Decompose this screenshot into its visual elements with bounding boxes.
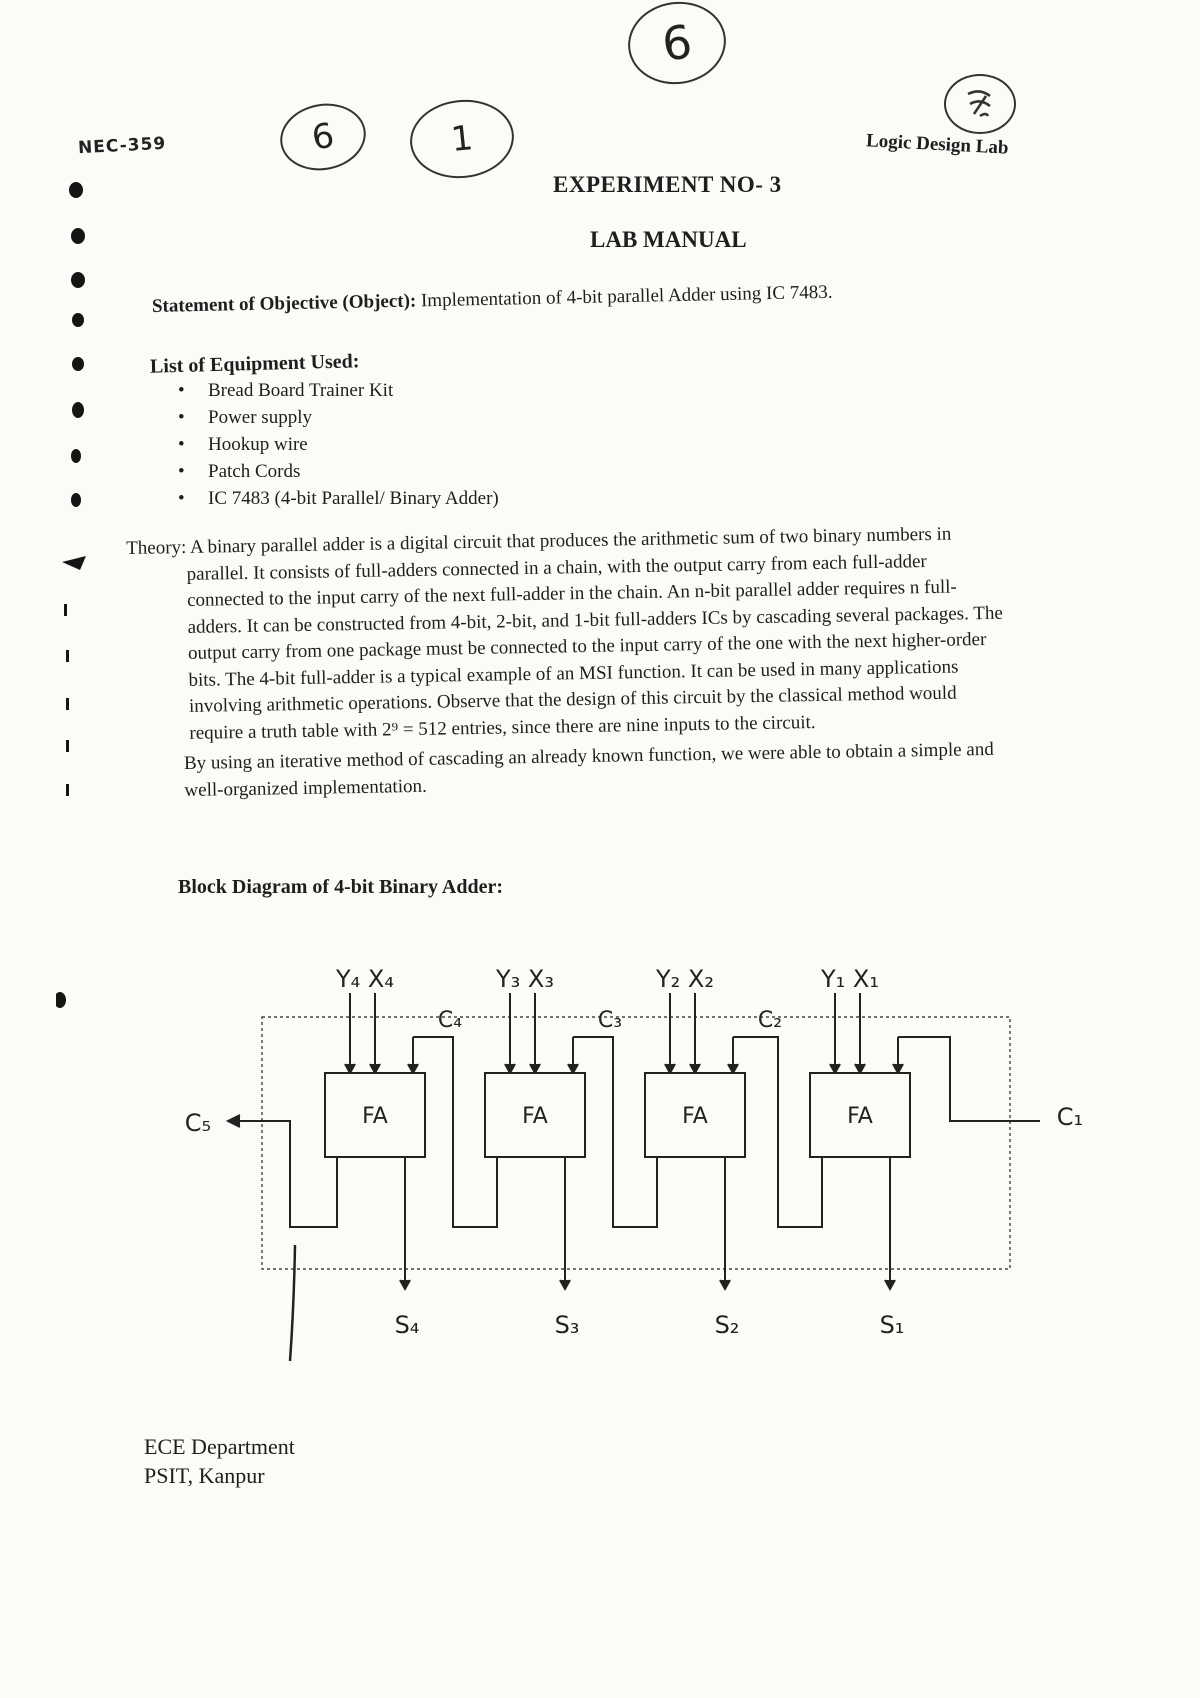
equipment-item: • Hookup wire [178, 434, 499, 461]
carry-label: C₂ [757, 1008, 783, 1033]
sum-output-line-head [400, 1280, 410, 1289]
carry-out-line [230, 1121, 337, 1227]
carry-out-label: C₅ [184, 1109, 212, 1137]
input-y-line-head [505, 1064, 515, 1073]
theory-text-1: A binary parallel adder is a digital circuit that produces the arithmetic sum of two binary numbers in parallel. It consists of full-adders connected in a chain, with the output carry from each full-adder connected to the input carry of the next full-adder in the chain. An n-bit parallel adder requires n full-adders. It can be constructed from 4-bit, 2-bit, and 1-bit full-adders ICs by cascading several packages. The output carry from one package must be connected to the input carry of the one with the next higher-order bits. The 4-bit full-adder is a typical example of an MSI function. It can be used in many applications involving arithmetic operations. Observe that the design of this circuit by the classical method would require a truth table with 2⁹ = 512 entries, since there are nine inputs to the circuit. [186, 523, 1003, 744]
margin-binding-marks [56, 170, 116, 1052]
equipment-item: • Patch Cords [178, 461, 499, 488]
carry-out-arrowhead [228, 1115, 240, 1127]
carry-in-arrow-head [408, 1064, 418, 1073]
equipment-item: • Power supply [178, 407, 499, 434]
manual-title: LAB MANUAL [590, 227, 747, 252]
equipment-item: • IC 7483 (4-bit Parallel/ Binary Adder) [178, 488, 499, 515]
objective-label: Statement of Objective (Object): [151, 290, 417, 317]
carry-in-label: C₁ [1056, 1103, 1084, 1131]
pen-stroke [290, 1245, 295, 1361]
full-adder-label: FA [362, 1104, 388, 1129]
carry-in-arrow-head [568, 1064, 578, 1073]
equipment-item: • Bread Board Trainer Kit [178, 380, 499, 407]
full-adder-label: FA [522, 1104, 548, 1129]
objective-text: Implementation of 4-bit parallel Adder using IC 7483. [420, 281, 833, 312]
theory-paragraph-1 [126, 521, 1010, 748]
adder-block-diagram [170, 945, 1130, 1385]
sum-output-line-head [885, 1280, 895, 1289]
input-y-line-head [830, 1064, 840, 1073]
carry-in-arrow-head [728, 1064, 738, 1073]
carry-label: C₄ [437, 1008, 463, 1033]
sum-label: S₂ [714, 1311, 740, 1339]
input-y-line-head [665, 1064, 675, 1073]
carry-in-line [898, 1037, 1010, 1121]
carry-label: C₃ [597, 1008, 623, 1033]
page-number-circled: 6 [623, 0, 731, 90]
experiment-number: EXPERIMENT NO- 3 [553, 172, 782, 197]
input-label: Y₂ X₂ [656, 965, 714, 993]
input-label: Y₁ X₁ [821, 965, 879, 993]
sum-output-line-head [720, 1280, 730, 1289]
marks-circle-1: 6 [275, 97, 371, 177]
input-x-line-head [530, 1064, 540, 1073]
seal-stamp-icon [944, 74, 1016, 134]
theory-section [126, 521, 1011, 805]
footer [144, 1432, 295, 1490]
sum-label: S₁ [879, 1311, 905, 1339]
lab-name: Logic Design Lab [865, 130, 1010, 159]
course-code-handwritten: NEC-359 [77, 133, 167, 159]
input-x-line-head [370, 1064, 380, 1073]
carry-line [733, 1037, 822, 1227]
input-label: Y₄ X₄ [336, 965, 394, 993]
equipment-heading: List of Equipment Used: [149, 350, 360, 378]
objective-statement [152, 282, 833, 318]
input-x-line-head [855, 1064, 865, 1073]
equipment-list [178, 380, 499, 515]
input-x-line-head [690, 1064, 700, 1073]
input-y-line-head [345, 1064, 355, 1073]
marks-circle-2: 1 [406, 95, 518, 183]
carry-in-c1-arrow-head [893, 1064, 903, 1073]
full-adder-label: FA [847, 1104, 873, 1129]
institute-name: PSIT, Kanpur [144, 1463, 265, 1488]
department-name: ECE Department [144, 1434, 295, 1459]
sum-label: S₄ [394, 1311, 420, 1339]
sum-label: S₃ [554, 1311, 580, 1339]
theory-paragraph-2: By using an iterative method of cascading an already known function, we were able to obtain a simple and well-organized implementation. [183, 738, 994, 801]
sum-output-line-head [560, 1280, 570, 1289]
input-label: Y₃ X₃ [496, 965, 554, 993]
full-adder-label: FA [682, 1104, 708, 1129]
diagram-title: Block Diagram of 4-bit Binary Adder: [178, 876, 503, 898]
theory-label: Theory: [126, 536, 187, 559]
